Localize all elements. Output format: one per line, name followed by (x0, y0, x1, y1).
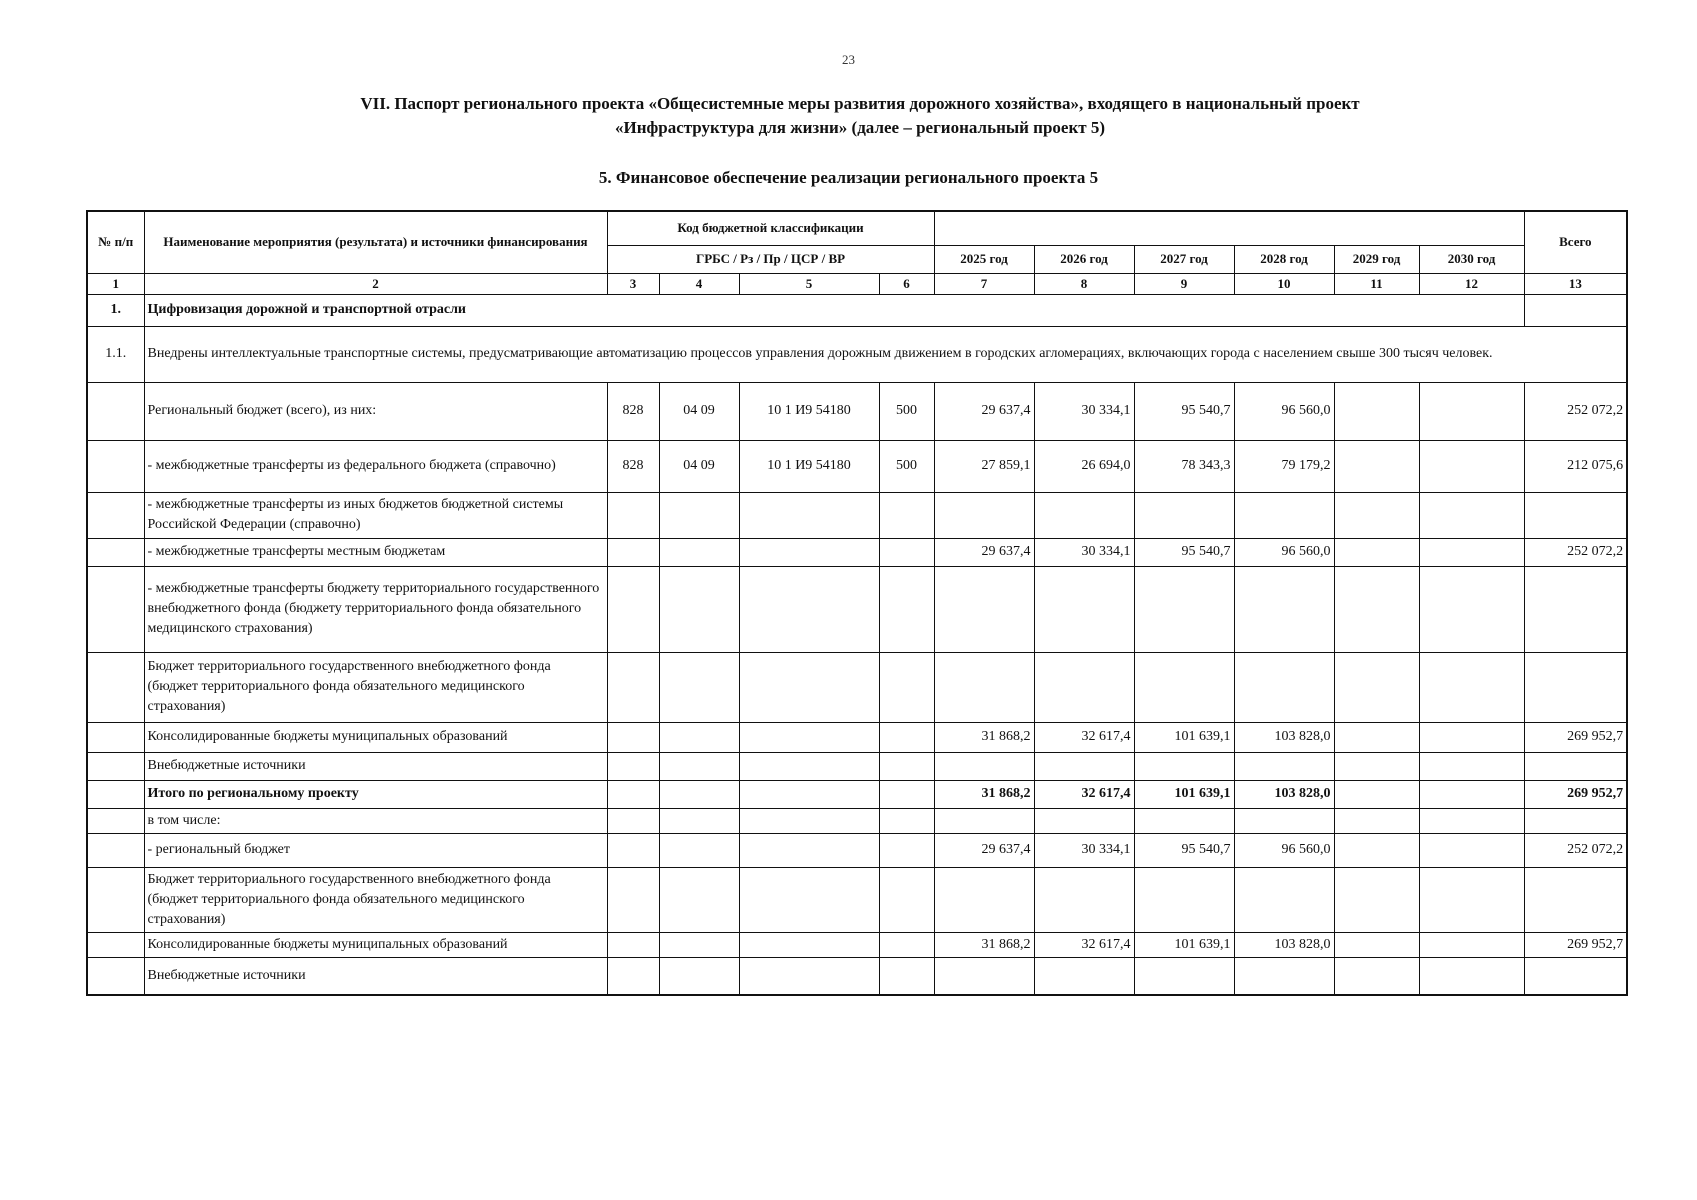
row-name: - межбюджетные трансферты из федерального бюджета (справочно) (144, 440, 607, 492)
row-y2029 (1334, 382, 1419, 440)
row-empty (934, 808, 1034, 833)
page-number: 23 (842, 52, 855, 67)
row-kbk-empty (659, 932, 739, 957)
row-vr: 500 (879, 440, 934, 492)
row-csr (739, 538, 879, 566)
col-number: 12 (1419, 273, 1524, 294)
table-row (87, 538, 1627, 566)
table-row (87, 652, 1627, 722)
summary-y2029 (1334, 867, 1419, 932)
row-num (87, 440, 144, 492)
row-num (87, 957, 144, 995)
row-vr (879, 652, 934, 722)
summary-y2029 (1334, 833, 1419, 867)
row-y2028: 96 560,0 (1234, 382, 1334, 440)
summary-y2025 (934, 957, 1034, 995)
row-y2028 (1234, 752, 1334, 780)
row-grbs (607, 722, 659, 752)
row-name: Внебюджетные источники (144, 752, 607, 780)
row-y2025: 29 637,4 (934, 538, 1034, 566)
totals-row (87, 780, 1627, 808)
row-num (87, 382, 144, 440)
row-y2026 (1034, 652, 1134, 722)
row-rzpr (659, 752, 739, 780)
totals-y2029 (1334, 780, 1419, 808)
row-vr (879, 752, 934, 780)
row-name: - межбюджетные трансферты местным бюджетам (144, 538, 607, 566)
row-rzpr (659, 492, 739, 538)
row-total (1524, 566, 1627, 652)
row-total: 252 072,2 (1524, 538, 1627, 566)
row-grbs: 828 (607, 382, 659, 440)
row-grbs (607, 538, 659, 566)
row-y2029 (1334, 538, 1419, 566)
row-y2027: 101 639,1 (1134, 722, 1234, 752)
col-number: 2 (144, 273, 607, 294)
header-year-2025: 2025 год (934, 245, 1034, 273)
row-vr: 500 (879, 382, 934, 440)
row-y2030 (1419, 566, 1524, 652)
row-empty (1034, 808, 1134, 833)
summary-y2025: 29 637,4 (934, 833, 1034, 867)
row-kbk-empty (879, 780, 934, 808)
col-number: 10 (1234, 273, 1334, 294)
row-kbk-empty (739, 932, 879, 957)
row-rzpr (659, 722, 739, 752)
row-csr (739, 752, 879, 780)
summary-name: - региональный бюджет (144, 833, 607, 867)
totals-y2025: 31 868,2 (934, 780, 1034, 808)
row-y2027: 95 540,7 (1134, 538, 1234, 566)
row-grbs (607, 652, 659, 722)
including-row (87, 808, 1627, 833)
summary-y2029 (1334, 957, 1419, 995)
row-vr (879, 538, 934, 566)
row-num (87, 538, 144, 566)
summary-y2029 (1334, 932, 1419, 957)
row-name: Бюджет территориального государственного внебюджетного фонда (бюджет территориального фонда обязательного медицинского страхования) (144, 652, 607, 722)
col-number: 8 (1034, 273, 1134, 294)
row-y2029 (1334, 440, 1419, 492)
row-y2028: 103 828,0 (1234, 722, 1334, 752)
row-y2030 (1419, 382, 1524, 440)
document-title-line-1: VII. Паспорт регионального проекта «Общесистемные меры развития дорожного хозяйства», входящего в национальный проект (360, 94, 1360, 113)
row-y2030 (1419, 652, 1524, 722)
row-y2030 (1419, 440, 1524, 492)
row-y2028: 96 560,0 (1234, 538, 1334, 566)
summary-name: Внебюджетные источники (144, 957, 607, 995)
row-y2030 (1419, 752, 1524, 780)
table-row (87, 492, 1627, 538)
row-kbk-empty (739, 780, 879, 808)
row-y2029 (1334, 652, 1419, 722)
row-kbk-empty (607, 780, 659, 808)
summary-total (1524, 957, 1627, 995)
section-title: 5. Финансовое обеспечение реализации регионального проекта 5 (598, 168, 1099, 187)
table-row (87, 566, 1627, 652)
section-num: 1. (87, 294, 144, 326)
row-vr (879, 722, 934, 752)
row-grbs (607, 566, 659, 652)
summary-y2027: 95 540,7 (1134, 833, 1234, 867)
row-num (87, 652, 144, 722)
table-row (87, 752, 1627, 780)
row-kbk-empty (739, 957, 879, 995)
row-y2030 (1419, 538, 1524, 566)
row-y2026 (1034, 566, 1134, 652)
row-num (87, 566, 144, 652)
header-year-2029: 2029 год (1334, 245, 1419, 273)
row-total: 252 072,2 (1524, 382, 1627, 440)
row-num (87, 808, 144, 833)
row-y2026: 26 694,0 (1034, 440, 1134, 492)
row-kbk-empty (879, 867, 934, 932)
row-rzpr: 04 09 (659, 440, 739, 492)
row-empty (739, 808, 879, 833)
row-kbk-empty (739, 867, 879, 932)
row-kbk-empty (607, 833, 659, 867)
summary-name: Консолидированные бюджеты муниципальных образований (144, 932, 607, 957)
row-name: - межбюджетные трансферты из иных бюджетов бюджетной системы Российской Федерации (справочно) (144, 492, 607, 538)
row-kbk-empty (659, 957, 739, 995)
totals-total: 269 952,7 (1524, 780, 1627, 808)
summary-y2026: 30 334,1 (1034, 833, 1134, 867)
row-vr (879, 492, 934, 538)
col-number: 3 (607, 273, 659, 294)
section-total-cell (1524, 294, 1627, 326)
row-num (87, 492, 144, 538)
row-empty (1334, 808, 1419, 833)
row-y2026: 30 334,1 (1034, 382, 1134, 440)
header-year-2026: 2026 год (1034, 245, 1134, 273)
row-num (87, 833, 144, 867)
row-y2027 (1134, 492, 1234, 538)
row-kbk-empty (659, 833, 739, 867)
row-y2029 (1334, 566, 1419, 652)
row-name: - межбюджетные трансферты бюджету территориального государственного внебюджетного фонда (бюджету территориального фонда обязательного медицинского страхования) (144, 566, 607, 652)
row-y2025: 31 868,2 (934, 722, 1034, 752)
section-row (87, 294, 1627, 326)
row-rzpr (659, 566, 739, 652)
row-y2027: 78 343,3 (1134, 440, 1234, 492)
header-num: № п/п (87, 211, 144, 273)
row-kbk-empty (659, 867, 739, 932)
row-y2029 (1334, 492, 1419, 538)
row-grbs (607, 752, 659, 780)
row-y2028 (1234, 652, 1334, 722)
row-num (87, 722, 144, 752)
totals-y2028: 103 828,0 (1234, 780, 1334, 808)
row-y2025 (934, 492, 1034, 538)
col-number: 1 (87, 273, 144, 294)
row-y2030 (1419, 722, 1524, 752)
row-y2029 (1334, 722, 1419, 752)
header-year-2028: 2028 год (1234, 245, 1334, 273)
row-y2025 (934, 566, 1034, 652)
col-number: 11 (1334, 273, 1419, 294)
row-y2027 (1134, 652, 1234, 722)
subsection-name: Внедрены интеллектуальные транспортные системы, предусматривающие автоматизацию процессов управления дорожным движением в городских агломерациях, включающих города с населением свыше 300 тысяч человек. (144, 326, 1627, 382)
summary-y2030 (1419, 932, 1524, 957)
row-csr (739, 566, 879, 652)
including-label: в том числе: (144, 808, 607, 833)
subsection-row (87, 326, 1627, 382)
row-kbk-empty (879, 932, 934, 957)
summary-y2028: 103 828,0 (1234, 932, 1334, 957)
row-y2026: 32 617,4 (1034, 722, 1134, 752)
row-empty (1134, 808, 1234, 833)
summary-name: Бюджет территориального государственного внебюджетного фонда (бюджет территориального фонда обязательного медицинского страхования) (144, 867, 607, 932)
summary-y2027 (1134, 867, 1234, 932)
document-title-line-2: «Инфраструктура для жизни» (далее – региональный проект 5) (614, 118, 1106, 137)
row-empty (607, 808, 659, 833)
row-y2027 (1134, 566, 1234, 652)
row-y2025: 29 637,4 (934, 382, 1034, 440)
summary-y2027: 101 639,1 (1134, 932, 1234, 957)
summary-row (87, 957, 1627, 995)
row-y2029 (1334, 752, 1419, 780)
summary-y2026 (1034, 867, 1134, 932)
row-empty (659, 808, 739, 833)
totals-y2026: 32 617,4 (1034, 780, 1134, 808)
row-y2027: 95 540,7 (1134, 382, 1234, 440)
summary-y2026: 32 617,4 (1034, 932, 1134, 957)
row-y2026 (1034, 492, 1134, 538)
row-total (1524, 752, 1627, 780)
summary-y2028: 96 560,0 (1234, 833, 1334, 867)
row-y2026 (1034, 752, 1134, 780)
col-number: 7 (934, 273, 1034, 294)
row-y2025: 27 859,1 (934, 440, 1034, 492)
header-name: Наименование мероприятия (результата) и источники финансирования (144, 211, 607, 273)
row-y2028 (1234, 566, 1334, 652)
header-kbk-sub: ГРБС / Рз / Пр / ЦСР / ВР (607, 245, 934, 273)
row-empty (1524, 808, 1627, 833)
row-total (1524, 652, 1627, 722)
row-total (1524, 492, 1627, 538)
row-num (87, 932, 144, 957)
totals-y2027: 101 639,1 (1134, 780, 1234, 808)
row-y2025 (934, 652, 1034, 722)
summary-row (87, 867, 1627, 932)
row-total: 212 075,6 (1524, 440, 1627, 492)
row-empty (1234, 808, 1334, 833)
header-year-2030: 2030 год (1419, 245, 1524, 273)
totals-name: Итого по региональному проекту (144, 780, 607, 808)
summary-y2028 (1234, 867, 1334, 932)
row-csr: 10 1 И9 54180 (739, 382, 879, 440)
summary-y2025 (934, 867, 1034, 932)
summary-row (87, 833, 1627, 867)
totals-y2030 (1419, 780, 1524, 808)
row-kbk-empty (607, 957, 659, 995)
summary-total: 252 072,2 (1524, 833, 1627, 867)
header-total: Всего (1524, 211, 1627, 273)
table-row (87, 382, 1627, 440)
table-row (87, 722, 1627, 752)
row-num (87, 867, 144, 932)
col-number: 4 (659, 273, 739, 294)
summary-y2027 (1134, 957, 1234, 995)
row-kbk-empty (879, 957, 934, 995)
summary-y2025: 31 868,2 (934, 932, 1034, 957)
summary-y2030 (1419, 957, 1524, 995)
summary-y2030 (1419, 833, 1524, 867)
header-year-2027: 2027 год (1134, 245, 1234, 273)
row-rzpr (659, 538, 739, 566)
row-grbs (607, 492, 659, 538)
row-total: 269 952,7 (1524, 722, 1627, 752)
col-number: 5 (739, 273, 879, 294)
header-kbk: Код бюджетной классификации (607, 211, 934, 245)
summary-y2030 (1419, 867, 1524, 932)
row-y2028: 79 179,2 (1234, 440, 1334, 492)
row-y2028 (1234, 492, 1334, 538)
summary-total (1524, 867, 1627, 932)
financing-table (86, 210, 1628, 996)
row-y2027 (1134, 752, 1234, 780)
summary-y2028 (1234, 957, 1334, 995)
summary-row (87, 932, 1627, 957)
row-csr: 10 1 И9 54180 (739, 440, 879, 492)
row-y2026: 30 334,1 (1034, 538, 1134, 566)
row-kbk-empty (659, 780, 739, 808)
row-csr (739, 492, 879, 538)
section-name: Цифровизация дорожной и транспортной отрасли (144, 294, 1524, 326)
col-number: 9 (1134, 273, 1234, 294)
row-y2030 (1419, 492, 1524, 538)
row-rzpr (659, 652, 739, 722)
subsection-num: 1.1. (87, 326, 144, 382)
header-row-1 (87, 211, 1627, 245)
row-y2025 (934, 752, 1034, 780)
row-empty (879, 808, 934, 833)
row-vr (879, 566, 934, 652)
row-kbk-empty (607, 932, 659, 957)
row-rzpr: 04 09 (659, 382, 739, 440)
header-years-group (934, 211, 1524, 245)
row-name: Региональный бюджет (всего), из них: (144, 382, 607, 440)
row-kbk-empty (607, 867, 659, 932)
row-num (87, 752, 144, 780)
row-num (87, 780, 144, 808)
row-kbk-empty (739, 833, 879, 867)
document-title (150, 92, 1570, 140)
column-numbers-row (87, 273, 1627, 294)
row-name: Консолидированные бюджеты муниципальных образований (144, 722, 607, 752)
row-csr (739, 652, 879, 722)
col-number: 13 (1524, 273, 1627, 294)
row-grbs: 828 (607, 440, 659, 492)
summary-total: 269 952,7 (1524, 932, 1627, 957)
row-csr (739, 722, 879, 752)
row-kbk-empty (879, 833, 934, 867)
col-number: 6 (879, 273, 934, 294)
table-row (87, 440, 1627, 492)
summary-y2026 (1034, 957, 1134, 995)
row-empty (1419, 808, 1524, 833)
